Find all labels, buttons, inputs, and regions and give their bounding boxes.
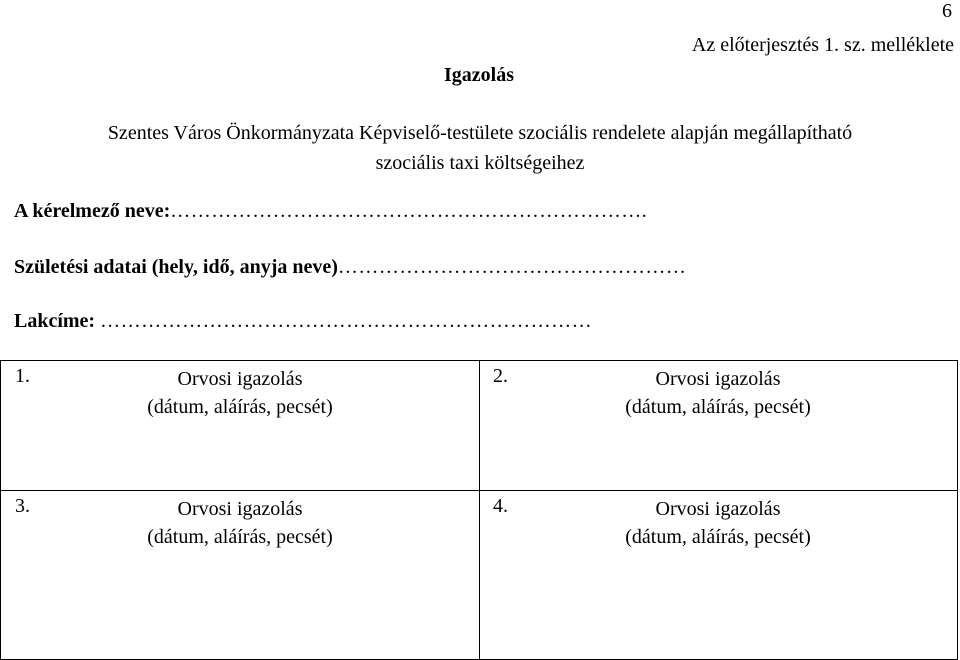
certificate-details: (dátum, aláírás, pecsét) [625, 396, 811, 418]
certificate-cell-4[interactable] [479, 491, 957, 659]
subtitle-line-2: szociális taxi költségeihez [375, 152, 585, 174]
certificate-cell-3[interactable] [1, 491, 479, 659]
certificate-cell-1[interactable] [1, 361, 479, 490]
applicant-name-label: A kérelmező neve: [14, 200, 171, 222]
certificate-title: Orvosi igazolás [655, 498, 781, 520]
birth-data-field[interactable] [14, 256, 686, 279]
address-blank[interactable]: ……………………………………………………………… [100, 310, 593, 332]
certificate-number: 3. [15, 495, 30, 517]
birth-data-label: Születési adatai (hely, idő, anyja neve) [14, 256, 338, 278]
document-subtitle [30, 118, 930, 178]
certificate-number: 1. [15, 365, 30, 387]
certificate-title: Orvosi igazolás [655, 368, 781, 390]
subtitle-line-1: Szentes Város Önkormányzata Képviselő-testülete szociális rendelete alapján megállapítható [107, 122, 853, 144]
applicant-name-blank[interactable]: ……………………………………………………………. [170, 200, 648, 222]
certificate-title: Orvosi igazolás [177, 368, 303, 390]
birth-data-blank[interactable]: …………………………………………… [337, 256, 687, 278]
certificate-number: 2. [493, 365, 508, 387]
certificate-details: (dátum, aláírás, pecsét) [625, 526, 811, 548]
certificate-table [0, 360, 958, 660]
certificate-details: (dátum, aláírás, pecsét) [147, 396, 333, 418]
annex-label: Az előterjesztés 1. sz. melléklete [691, 34, 954, 56]
address-field[interactable] [14, 310, 592, 333]
document-title: Igazolás [444, 64, 514, 86]
address-label: Lakcíme: [14, 310, 96, 332]
page-number: 6 [942, 0, 952, 22]
certificate-cell-2[interactable] [479, 361, 957, 490]
certificate-details: (dátum, aláírás, pecsét) [147, 526, 333, 548]
certificate-title: Orvosi igazolás [177, 498, 303, 520]
certificate-number: 4. [493, 495, 508, 517]
applicant-name-field[interactable] [14, 200, 647, 223]
